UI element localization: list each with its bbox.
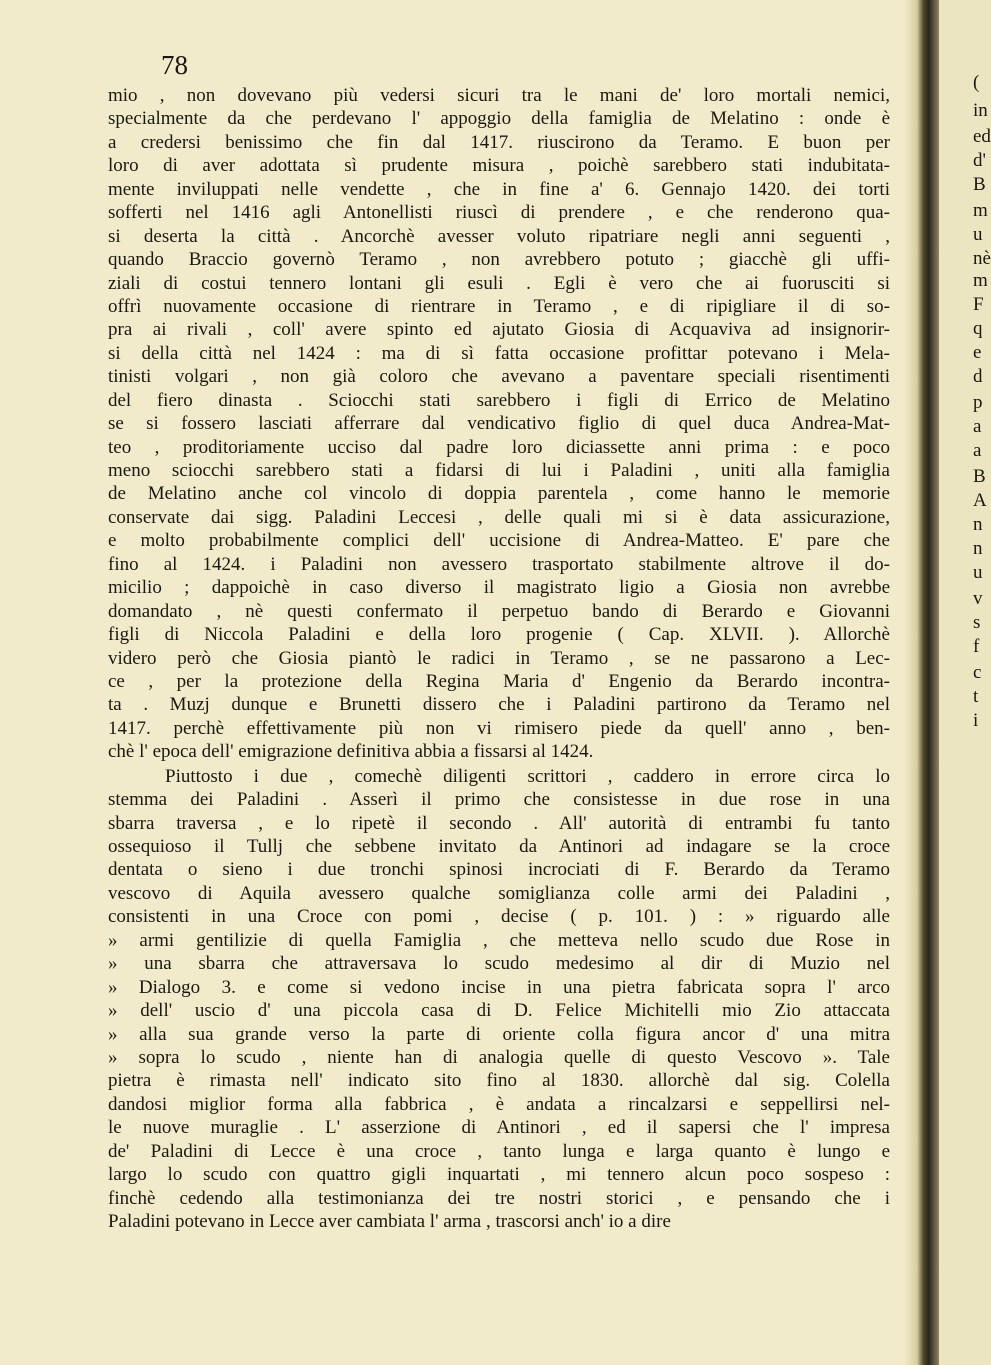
facing-page-edge — [939, 0, 991, 1365]
facing-page-fragment: t — [973, 686, 979, 707]
text-line: quando Braccio governò Teramo , non avrebbero potuto ; giacchè gli uffi- — [108, 249, 890, 271]
text-line: si deserta la città . Ancorchè avesser voluto ripatriare negli anni seguenti , — [108, 225, 890, 247]
text-line: offrì nuovamente occasione di rientrare in Teramo , e di ripigliare il di so- — [108, 295, 890, 317]
text-line: se si fossero lasciati afferrare dal vendicativo figlio di quel duca Andrea-Mat- — [108, 413, 890, 435]
facing-page-fragment: p — [973, 392, 983, 413]
text-line: ziali di costui tennero lontani gli esuli . Egli è vero che ai fuorusciti si — [108, 272, 890, 294]
facing-page-fragment: in — [973, 100, 988, 121]
text-line: de Melatino anche col vincolo di doppia parentela , come hanno le memorie — [108, 483, 890, 505]
facing-page-fragment: A — [973, 490, 987, 511]
text-line: vescovo di Aquila avessero qualche somiglianza colle armi dei Paladini , — [108, 882, 890, 904]
text-line: teo , proditoriamente ucciso dal padre loro diciassette anni prima : e poco — [108, 436, 890, 458]
facing-page-fragment: a — [973, 440, 982, 461]
text-line: 1417. perchè effettivamente più non vi rimisero piede da quell' anno , ben- — [108, 717, 890, 739]
text-line: ce , per la protezione della Regina Maria d' Engenio da Berardo incontra- — [108, 670, 890, 692]
text-line: si della città nel 1424 : ma di sì fatta occasione profittar potevano i Mela- — [108, 342, 890, 364]
facing-page-fragment: v — [973, 588, 983, 609]
facing-page-fragment: B — [973, 174, 986, 195]
text-line: pra ai rivali , coll' avere spinto ed ajutato Giosia di Acquaviva ad insignorir- — [108, 319, 890, 341]
text-line: figli di Niccola Paladini e della loro progenie ( Cap. XLVII. ). Allorchè — [108, 624, 890, 646]
text-line: del fiero dinasta . Sciocchi stati sarebbero i figli di Errico de Melatino — [108, 389, 890, 411]
facing-page-fragment: B — [973, 466, 986, 487]
text-line: meno sciocchi sarebbero stati a fidarsi di lui i Paladini , uniti alla famiglia — [108, 460, 890, 481]
body-text — [108, 84, 890, 1233]
facing-page-fragment: s — [973, 612, 981, 633]
facing-page-fragment: d' — [973, 150, 986, 171]
text-line: chè l' epoca dell' emigrazione definitiva abbia a fissarsi al 1424. — [108, 741, 594, 763]
text-line: mio , non dovevano più vedersi sicuri tra le mani de' loro mortali nemici, — [108, 85, 890, 106]
facing-page-fragment: nè — [973, 248, 991, 269]
facing-page-fragment: c — [973, 662, 982, 683]
facing-page-fragment: u — [973, 224, 983, 245]
text-line: » una sbarra che attraversava lo scudo medesimo al dir di Muzio nel — [108, 953, 890, 975]
text-line: largo lo scudo con quattro gigli inquartati , mi tennero alcun poco sospeso : — [108, 1164, 890, 1186]
text-line: conservate dai sigg. Paladini Leccesi , delle quali mi si è data assicurazione, — [108, 506, 890, 528]
text-line: fino al 1424. i Paladini non avessero trasportato stabilmente altrove il do- — [108, 553, 890, 575]
text-line: dandosi miglior forma alla fabbrica , è andata a rincalzarsi e seppellirsi nel- — [108, 1093, 890, 1115]
facing-page-fragment: d — [973, 366, 983, 387]
text-line: » Dialogo 3. e come si vedono incise in una pietra fabricata sopra l' arco — [108, 976, 890, 998]
text-line: consistenti in una Croce con pomi , decise ( p. 101. ) : » riguardo alle — [108, 906, 890, 928]
text-line: a credersi benissimo che fin dal 1417. riuscirono da Teramo. E buon per — [108, 131, 890, 153]
text-line: » armi gentilizie di quella Famiglia , che metteva nello scudo due Rose in — [108, 929, 890, 951]
text-line: pietra è rimasta nell' indicato sito fino al 1830. allorchè dal sig. Colella — [108, 1070, 890, 1092]
text-line: stemma dei Paladini . Asserì il primo che consistesse in due rose in una — [108, 789, 890, 811]
text-line: loro di aver adottata sì prudente misura , poichè sarebbero stati indubitata- — [108, 155, 890, 177]
text-line: specialmente da che perdevano l' appoggio della famiglia de Melatino : onde è — [108, 108, 890, 130]
text-line: Piuttosto i due , comechè diligenti scrittori , caddero in errore circa lo — [165, 765, 890, 787]
text-line: e molto probabilmente complici dell' uccisione di Andrea-Matteo. E' pare che — [108, 530, 890, 552]
facing-page-fragment: m — [973, 270, 988, 291]
text-line: de' Paladini di Lecce è una croce , tanto lunga e larga quanto è lungo e — [108, 1140, 890, 1162]
text-line: ossequioso il Tullj che sebbene invitato da Antinori ad indagare se la croce — [108, 836, 890, 857]
text-line: finchè cedendo alla testimonianza dei tre nostri storici , e pensando che i — [108, 1187, 890, 1209]
facing-page-fragment: e — [973, 342, 982, 363]
text-line: ta . Muzj dunque e Brunetti dissero che i Paladini partirono da Teramo nel — [108, 694, 890, 716]
facing-page-fragment: ed — [973, 126, 991, 147]
facing-page-fragment: F — [973, 294, 984, 315]
facing-page-fragment: q — [973, 318, 983, 339]
facing-page-fragment: n — [973, 538, 983, 559]
book-gutter — [905, 0, 939, 1365]
facing-page-fragment: n — [973, 514, 983, 535]
text-line: videro però che Giosia piantò le radici in Teramo , se ne passarono a Lec- — [108, 647, 890, 669]
text-line: » alla sua grande verso la parte di oriente colla figura ancor d' una mitra — [108, 1023, 890, 1045]
text-line: Paladini potevano in Lecce aver cambiata l' arma , trascorsi anch' io a dire — [108, 1211, 671, 1232]
facing-page-fragment: u — [973, 562, 983, 583]
page-number: 78 — [161, 50, 188, 80]
text-line: mente inviluppati nelle vendette , che in fine a' 6. Gennajo 1420. dei torti — [108, 178, 890, 200]
facing-page-fragment: i — [973, 710, 979, 731]
text-line: » sopra lo scudo , niente han di analogia quelle di questo Vescovo ». Tale — [108, 1046, 890, 1068]
facing-page-fragment: f — [973, 636, 980, 657]
facing-page-fragment: ( — [973, 72, 980, 93]
facing-page-fragment: a — [973, 416, 982, 437]
text-line: » dell' uscio d' una piccola casa di D. Felice Michitelli mio Zio attaccata — [108, 1000, 890, 1022]
text-line: sofferti nel 1416 agli Antonellisti riuscì di prendere , e che renderono qua- — [108, 202, 890, 224]
text-line: tinisti volgari , non già coloro che avevano a paventare speciali risentimenti — [108, 366, 890, 388]
text-line: micilio ; dappoichè in caso diverso il magistrato ligio a Giosia non avrebbe — [108, 577, 890, 599]
text-line: dentata o sieno i due tronchi spinosi incrociati di F. Berardo da Teramo — [108, 859, 890, 881]
text-line: domandato , nè questi confermato il perpetuo bando di Berardo e Giovanni — [108, 600, 890, 622]
text-line: sbarra traversa , e lo ripetè il secondo . All' autorità di entrambi fu tanto — [108, 812, 890, 834]
text-line: le nuove muraglie . L' asserzione di Antinori , ed il sapersi che l' impresa — [108, 1117, 890, 1139]
facing-page-fragment: m — [973, 200, 988, 221]
